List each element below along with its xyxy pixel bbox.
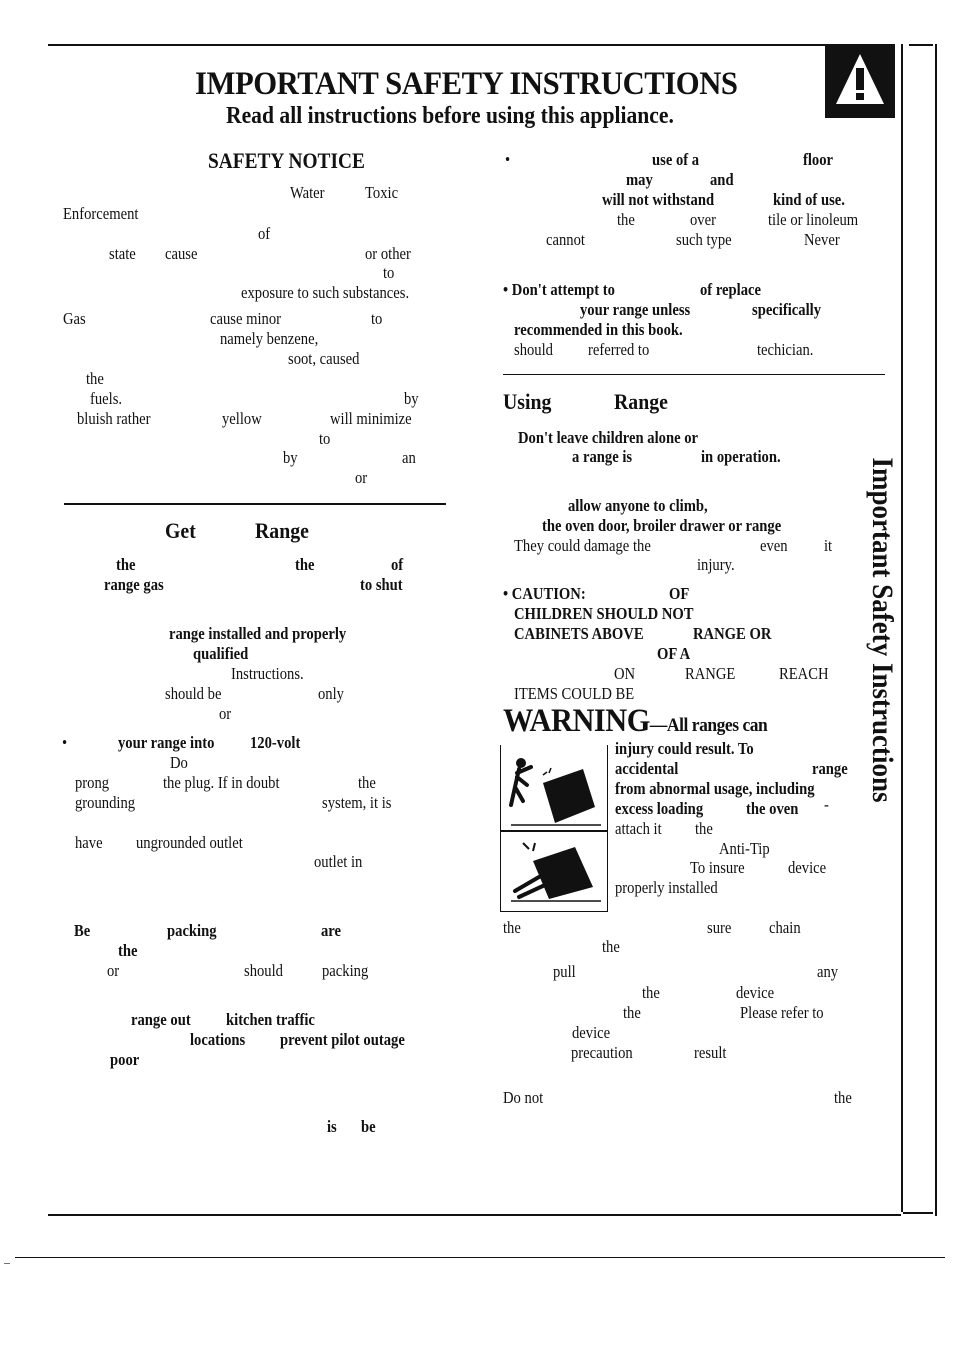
notice-text: to: [319, 429, 331, 448]
get-range-text: ungrounded outlet: [136, 833, 243, 852]
bullet: •: [62, 733, 68, 752]
floor-text: Never: [804, 230, 840, 249]
using-range-text: the oven door, broiler drawer or range: [542, 516, 782, 535]
get-range-text: system, it is: [322, 793, 392, 812]
notice-text: cause: [165, 244, 198, 263]
get-range-text: is: [327, 1117, 337, 1136]
caution-text: RANGE OR: [693, 624, 772, 643]
get-range-text: grounding: [75, 793, 136, 812]
warning-text: attach it: [615, 819, 662, 838]
repair-text: should: [514, 340, 553, 359]
notice-text: by: [283, 448, 298, 467]
warning-text: any: [817, 962, 839, 981]
warning-text: To insure: [690, 858, 745, 877]
get-range-text: packing: [322, 961, 369, 980]
warning-text: result: [694, 1043, 727, 1062]
notice-text: namely benzene,: [220, 329, 319, 348]
repair-text: • Don't attempt to: [503, 280, 615, 299]
notice-text: to: [371, 309, 383, 328]
caution-text: CABINETS ABOVE: [514, 624, 644, 643]
warning-text: the: [642, 983, 660, 1002]
get-range-text: Instructions.: [231, 664, 304, 683]
page-title: IMPORTANT SAFETY INSTRUCTIONS: [195, 66, 738, 102]
get-range-text: or: [219, 704, 232, 723]
side-rule-top: [909, 44, 933, 46]
repair-text: recommended in this book.: [514, 320, 683, 339]
bottom-rule: [48, 1214, 901, 1216]
using-range-text: They could damage the: [514, 536, 651, 555]
get-range-text: range out: [131, 1010, 191, 1029]
notice-text: or: [355, 468, 368, 487]
notice-text: state: [109, 244, 136, 263]
using-range-heading-b: Range: [614, 389, 668, 414]
warning-text: -: [824, 795, 829, 814]
warning-text: excess loading: [615, 799, 704, 818]
caution-text: REACH: [779, 664, 829, 683]
floor-text: over: [690, 210, 716, 229]
get-range-heading-a: Get: [165, 518, 196, 543]
warning-text: the: [695, 819, 713, 838]
get-range-text: Do: [170, 753, 188, 772]
get-range-text: be: [361, 1117, 376, 1136]
caution-text: • CAUTION:: [503, 584, 586, 603]
notice-text: cause minor: [210, 309, 282, 328]
notice-text: yellow: [222, 409, 262, 428]
using-range-text: allow anyone to climb,: [568, 496, 708, 515]
warning-text: the: [503, 918, 521, 937]
range-tipping-icon: [509, 837, 601, 903]
top-rule: [48, 44, 895, 46]
get-range-text: packing: [167, 921, 217, 940]
caution-text: OF: [669, 584, 690, 603]
get-range-text: or: [107, 961, 120, 980]
caution-text: OF A: [657, 644, 691, 663]
anti-tip-illustration: [500, 745, 608, 912]
get-range-text: 120-volt: [250, 733, 301, 752]
get-range-text: kitchen traffic: [226, 1010, 315, 1029]
repair-text: your range unless: [580, 300, 691, 319]
warning-text: the: [834, 1088, 852, 1107]
get-range-text: prong: [75, 773, 110, 792]
notice-text: the: [86, 369, 104, 388]
get-range-text: locations: [190, 1030, 246, 1049]
using-range-text: even: [760, 536, 788, 555]
get-range-text: prevent pilot outage: [280, 1030, 405, 1049]
get-range-text: of: [391, 555, 404, 574]
get-range-text: the: [295, 555, 315, 574]
page-bottom-rule: [15, 1257, 945, 1258]
notice-text: by: [404, 389, 419, 408]
get-range-text: should be: [165, 684, 222, 703]
warning-text: range: [812, 759, 848, 778]
warning-triangle-icon: [825, 44, 895, 118]
floor-text: may: [626, 170, 653, 189]
using-range-text: it: [824, 536, 833, 555]
side-section-title: Important Safety Instructions: [866, 457, 899, 803]
repair-text: techician.: [757, 340, 814, 359]
floor-text: cannot: [546, 230, 585, 249]
get-range-text: should: [244, 961, 283, 980]
notice-text: or other: [365, 244, 411, 263]
left-section-divider: [64, 503, 446, 505]
get-range-text: outlet in: [314, 852, 363, 871]
warning-text: device: [788, 858, 827, 877]
get-range-text: the: [118, 941, 138, 960]
warning-text: the oven: [746, 799, 799, 818]
using-range-text: a range is: [572, 447, 633, 466]
warning-text: precaution: [571, 1043, 633, 1062]
get-range-text: the: [116, 555, 136, 574]
warning-text: properly installed: [615, 878, 718, 897]
notice-text: bluish rather: [77, 409, 151, 428]
bullet: •: [505, 150, 511, 169]
get-range-text: qualified: [193, 644, 249, 663]
get-range-text: have: [75, 833, 103, 852]
warning-text: injury could result. To: [615, 739, 754, 758]
page-corner-mark: –: [4, 1255, 10, 1269]
warning-text: from abnormal usage, including: [615, 779, 815, 798]
notice-text: Toxic: [365, 183, 399, 202]
notice-text: soot, caused: [288, 349, 360, 368]
get-range-heading-b: Range: [255, 518, 309, 543]
notice-text: Enforcement: [63, 204, 139, 223]
floor-text: kind of use.: [773, 190, 845, 209]
notice-text: Water: [290, 183, 325, 202]
repair-text: referred to: [588, 340, 650, 359]
using-range-text: Don't leave children alone or: [518, 428, 699, 447]
caution-text: ON: [614, 664, 636, 683]
get-range-text: the plug. If in doubt: [163, 773, 280, 792]
safety-notice-heading: SAFETY NOTICE: [208, 148, 365, 173]
floor-text: use of a: [652, 150, 700, 169]
notice-text: exposure to such substances.: [241, 283, 410, 302]
warning-text: Do not: [503, 1088, 544, 1107]
caution-text: ITEMS COULD BE: [514, 684, 635, 703]
get-range-text: poor: [110, 1050, 140, 1069]
repair-text: of replace: [700, 280, 762, 299]
page-subtitle: Read all instructions before using this appliance.: [226, 103, 674, 129]
get-range-text: Be: [74, 921, 91, 940]
get-range-text: the: [358, 773, 376, 792]
using-range-text: in operation.: [701, 447, 781, 466]
caution-text: RANGE: [685, 664, 736, 683]
warning-heading: WARNING—All ranges can: [503, 703, 768, 739]
notice-text: Gas: [63, 309, 86, 328]
using-range-text: injury.: [697, 555, 735, 574]
floor-text: tile or linoleum: [768, 210, 859, 229]
floor-text: and: [710, 170, 734, 189]
warning-text: Please refer to: [740, 1003, 824, 1022]
notice-text: fuels.: [90, 389, 123, 408]
warning-text: chain: [769, 918, 801, 937]
warning-text: accidental: [615, 759, 679, 778]
get-range-text: range gas: [104, 575, 164, 594]
get-range-text: to shut: [360, 575, 403, 594]
notice-text: of: [258, 224, 271, 243]
get-range-text: your range into: [118, 733, 215, 752]
side-rule-outer: [935, 44, 937, 1216]
notice-text: an: [402, 448, 416, 467]
right-section-divider: [503, 374, 885, 375]
get-range-text: are: [321, 921, 342, 940]
warning-text: Anti-Tip: [719, 839, 770, 858]
get-range-text: range installed and properly: [169, 624, 347, 643]
warning-text: the: [602, 937, 620, 956]
warning-text: the: [623, 1003, 641, 1022]
floor-text: such type: [676, 230, 732, 249]
floor-text: floor: [803, 150, 834, 169]
repair-text: specifically: [752, 300, 822, 319]
floor-text: the: [617, 210, 635, 229]
person-climbing-range-icon: [509, 753, 601, 827]
warning-text: pull: [553, 962, 576, 981]
floor-text: will not withstand: [602, 190, 715, 209]
side-rule: [901, 44, 903, 1212]
get-range-text: only: [318, 684, 345, 703]
warning-text: device: [572, 1023, 611, 1042]
notice-text: to: [383, 263, 395, 282]
caution-text: CHILDREN SHOULD NOT: [514, 604, 694, 623]
notice-text: will minimize: [330, 409, 412, 428]
side-bottom-rule: [903, 1212, 933, 1214]
warning-text: device: [736, 983, 775, 1002]
warning-text: sure: [707, 918, 732, 937]
using-range-heading-a: Using: [503, 389, 552, 414]
